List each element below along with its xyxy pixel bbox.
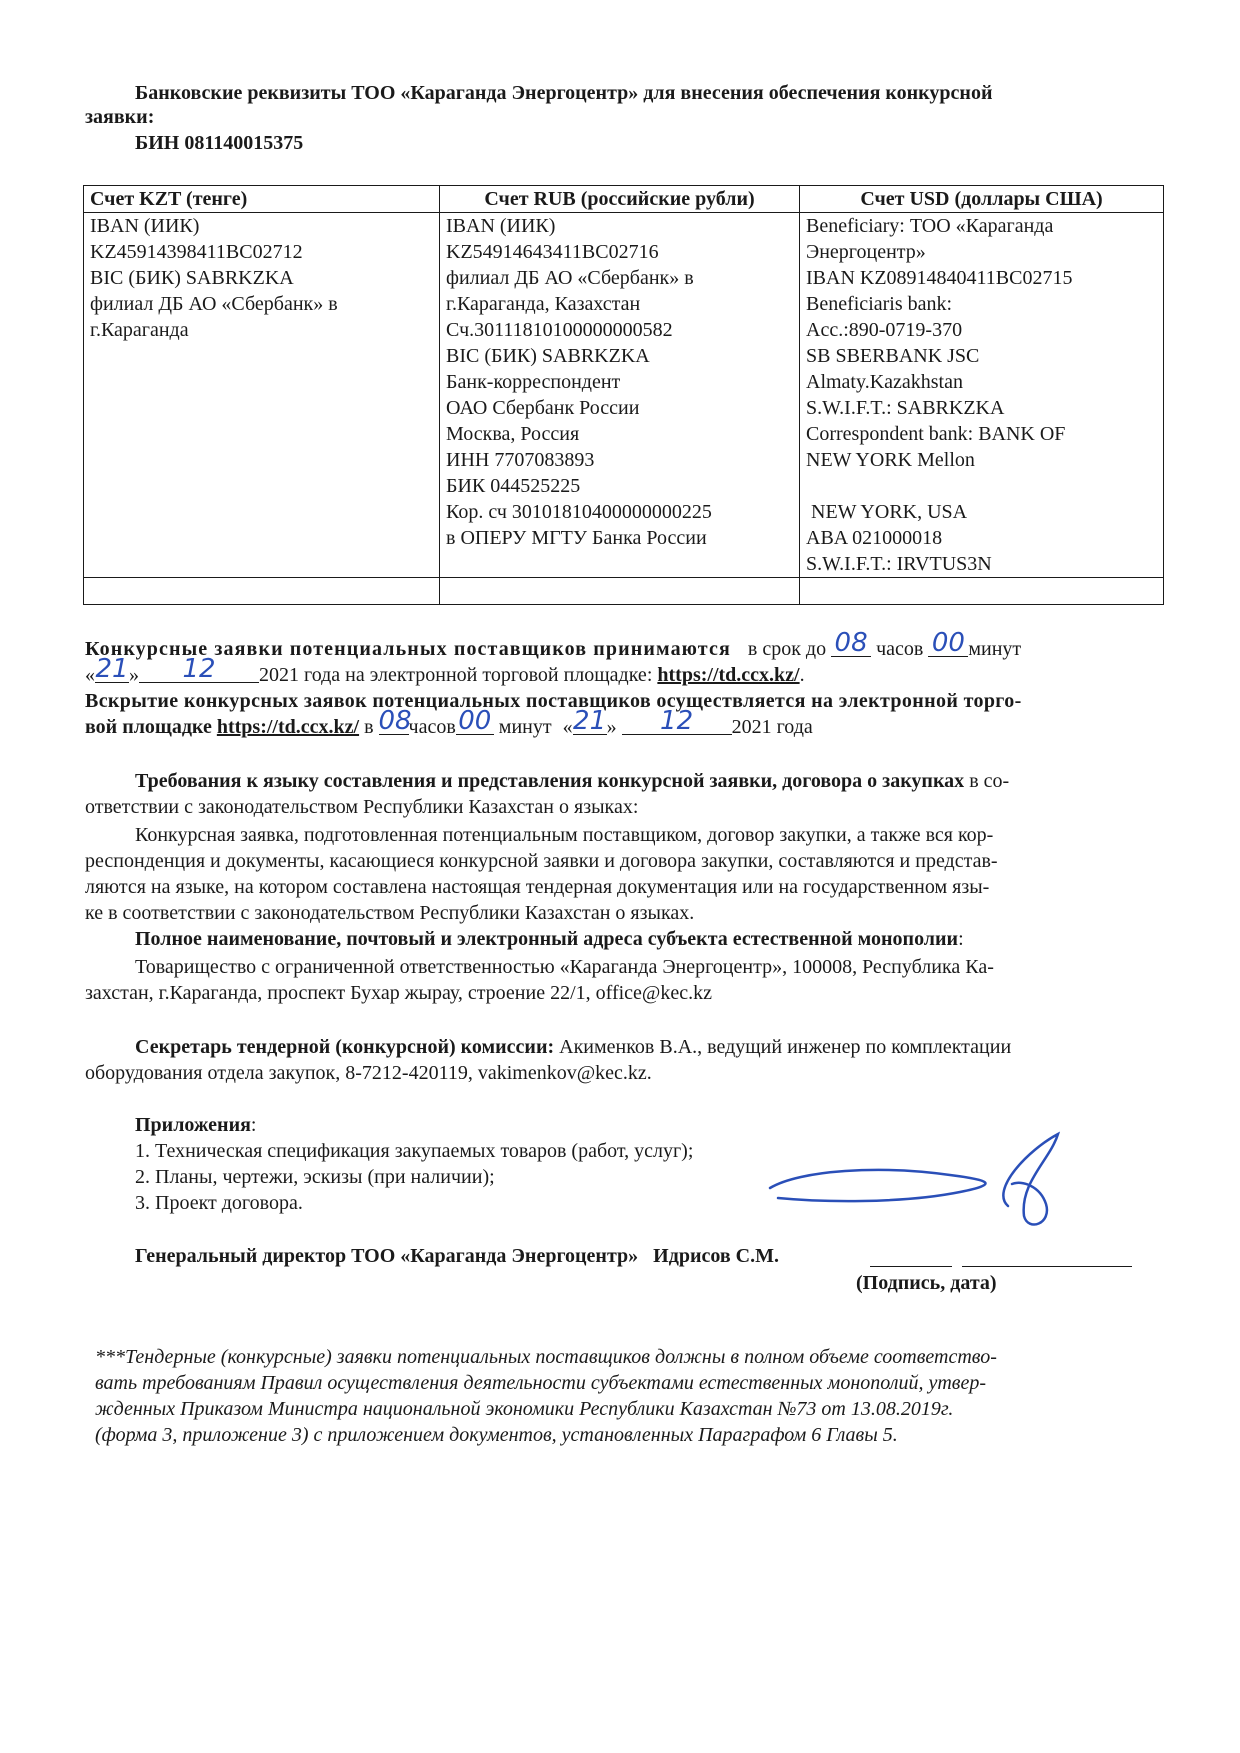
header-title-line1: Банковские реквизиты ТОО «Караганда Энергоцентр» для внесения обеспечения конкурсной	[135, 82, 993, 104]
deadline-minutes-field	[928, 628, 968, 658]
footnote-line4: (форма 3, приложение 3) с приложением документов, установленных Параграфом 6 Главы 5.	[95, 1424, 898, 1446]
rub-line: Москва, Россия	[446, 423, 580, 445]
usd-line: Энергоцентр»	[806, 241, 926, 263]
footnote-line1: ***Тендерные (конкурсные) заявки потенциальных поставщиков должны в полном объеме соответство-	[95, 1346, 997, 1368]
usd-line: S.W.I.F.T.: IRVTUS3N	[806, 553, 992, 575]
deadline-bold: Конкурсные заявки потенциальных поставщиков принимаются	[85, 638, 731, 660]
table-header-rub: Счет RUB (российские рубли)	[440, 186, 800, 213]
deadline-minutes-handwritten: 00	[931, 628, 965, 658]
empty-cell	[84, 578, 440, 605]
opening-month-handwritten: 12	[660, 706, 694, 736]
rub-line: ОАО Сбербанк России	[446, 397, 640, 419]
rub-line: г.Караганда, Казахстан	[446, 293, 641, 315]
opening-day-field	[573, 706, 607, 736]
secretary-line1	[135, 1034, 1011, 1060]
handwritten-signature	[760, 1120, 1100, 1240]
opening-year-text: 2021 года	[731, 716, 813, 738]
usd-line: IBAN KZ08914840411BC02715	[806, 267, 1073, 289]
rub-line: BIC (БИК) SABRKZKA	[446, 345, 650, 367]
period: .	[799, 664, 805, 686]
language-line4: респонденция и документы, касающиеся конкурсной заявки и договора закупки, составляются и представ-	[85, 850, 998, 872]
deadline-hours-handwritten: 08	[834, 628, 868, 658]
usd-line: NEW YORK, USA	[806, 501, 968, 523]
usd-line: ABA 021000018	[806, 527, 943, 549]
empty-cell	[800, 578, 1164, 605]
deadline-text: в срок до	[747, 638, 827, 660]
deadline-year-text: 2021 года на электронной торговой площадке:	[259, 664, 653, 686]
address-line1	[135, 926, 964, 952]
kzt-line: BIC (БИК) SABRKZKA	[90, 267, 294, 289]
secretary-text: Акименков В.А., ведущий инженер по комплектации	[559, 1036, 1012, 1058]
opening-minutes-handwritten: 00	[458, 706, 492, 736]
opening-hours-handwritten: 08	[378, 706, 412, 736]
kzt-line: IBAN (ИИК)	[90, 215, 200, 237]
rub-line: IBAN (ИИК)	[446, 215, 556, 237]
rub-line: Банк-корреспондент	[446, 371, 621, 393]
deadline-minutes-word: минут	[968, 638, 1022, 660]
deadline-hours-field	[831, 628, 871, 658]
deadline-link[interactable]: https://td.ccx.kz/	[657, 664, 800, 686]
deadline-day-handwritten: 21	[95, 654, 129, 684]
opening-line1: Вскрытие конкурсных заявок потенциальных поставщиков осуществляется на электронной торго-	[85, 690, 1022, 712]
table-row-empty	[84, 578, 1164, 605]
usd-line: Acc.:890-0719-370	[806, 319, 963, 341]
quote-open: «	[85, 664, 95, 686]
attachments-title-text: Приложения	[135, 1114, 251, 1136]
table-row	[84, 213, 1164, 578]
opening-bold: вой площадке	[85, 716, 212, 738]
table-header-usd: Счет USD (доллары США)	[800, 186, 1164, 213]
attachment-item: 1. Техническая спецификация закупаемых товаров (работ, услуг);	[135, 1140, 694, 1162]
usd-line: Almaty.Kazakhstan	[806, 371, 963, 393]
rub-line: Кор. сч 30101810400000000225	[446, 501, 712, 523]
kzt-account-cell	[84, 213, 440, 578]
footnote-line3: жденных Приказом Министра национальной экономики Республики Казахстан №73 от 13.08.2019г.	[95, 1398, 954, 1420]
usd-line: Correspondent bank: BANK OF	[806, 423, 1066, 445]
deadline-hours-word: часов	[876, 638, 924, 660]
deadline-line1	[85, 628, 1165, 662]
opening-month-field	[622, 706, 732, 736]
attachment-item: 2. Планы, чертежи, эскизы (при наличии);	[135, 1166, 495, 1188]
rub-line: БИК 044525225	[446, 475, 581, 497]
language-line1	[135, 768, 1165, 794]
language-bold: Требования к языку составления и представления конкурсной заявки, договора о закупках	[135, 770, 965, 792]
attachment-item: 3. Проект договора.	[135, 1192, 303, 1214]
attachments-title	[135, 1112, 256, 1138]
signature-underline	[870, 1266, 952, 1267]
header-bin: БИН 081140015375	[135, 132, 304, 154]
opening-line2	[85, 706, 1165, 740]
usd-line: Beneficiary: ТОО «Караганда	[806, 215, 1054, 237]
quote-open: «	[562, 716, 573, 738]
table-header-row	[84, 186, 1164, 213]
rub-line: Сч.30111810100000000582	[446, 319, 673, 341]
opening-link[interactable]: https://td.ccx.kz/	[216, 716, 360, 738]
opening-hours-field	[378, 706, 412, 736]
rub-line: ИНН 7707083893	[446, 449, 595, 471]
kzt-line: г.Караганда	[90, 319, 189, 341]
colon: :	[958, 928, 964, 950]
usd-line-empty	[806, 473, 1157, 499]
table-header-kzt: Счет KZT (тенге)	[84, 186, 440, 213]
quote-close: »	[606, 716, 617, 738]
secretary-bold: Секретарь тендерной (конкурсной) комиссии:	[135, 1036, 555, 1058]
usd-line: Beneficiaris bank:	[806, 293, 953, 315]
rub-line: в ОПЕРУ МГТУ Банка России	[446, 527, 707, 549]
signature-caption: (Подпись, дата)	[856, 1272, 997, 1294]
usd-account-cell	[800, 213, 1164, 578]
deadline-month-handwritten: 12	[182, 654, 216, 684]
header-title-line2: заявки:	[85, 106, 155, 128]
opening-hours-word: часов	[408, 716, 456, 738]
usd-line: NEW YORK Mellon	[806, 449, 975, 471]
language-line2: ответствии с законодательством Республики Казахстан о языках:	[85, 796, 639, 818]
kzt-line: KZ45914398411BC02712	[90, 241, 303, 263]
footnote-line2: вать требованиям Правил осуществления деятельности субъектами естественных монополий, утвер-	[95, 1372, 986, 1394]
language-line3: Конкурсная заявка, подготовленная потенциальным поставщиком, договор закупки, а также вся кор-	[135, 824, 994, 846]
address-bold: Полное наименование, почтовый и электронный адреса субъекта естественной монополии	[135, 928, 959, 950]
rub-line: KZ54914643411BC02716	[446, 241, 659, 263]
quote-close: »	[129, 664, 139, 686]
usd-line: S.W.I.F.T.: SABRKZKA	[806, 397, 1005, 419]
address-line3: захстан, г.Караганда, проспект Бухар жырау, строение 22/1, office@kec.kz	[85, 982, 712, 1004]
director-signature-text: Генеральный директор ТОО «Караганда Энергоцентр» Идрисов С.М.	[135, 1245, 779, 1267]
bank-details-table	[83, 185, 1164, 605]
opening-in: в	[364, 716, 374, 738]
address-line2: Товарищество с ограниченной ответственностью «Караганда Энергоцентр», 100008, Республика Ка-	[135, 956, 994, 978]
deadline-month-field	[139, 654, 259, 684]
deadline-day-field	[95, 654, 129, 684]
colon: :	[250, 1114, 257, 1136]
opening-minutes-field	[456, 706, 494, 736]
secretary-line2: оборудования отдела закупок, 8-7212-420119, vakimenkov@kec.kz.	[85, 1062, 652, 1084]
opening-day-handwritten: 21	[573, 706, 607, 736]
rub-line: филиал ДБ АО «Сбербанк» в	[446, 267, 694, 289]
language-line5: ляются на языке, на котором составлена настоящая тендерная документация или на государственном язы-	[85, 876, 990, 898]
usd-line: SB SBERBANK JSC	[806, 345, 980, 367]
deadline-line2	[85, 654, 1165, 688]
language-text: в со-	[969, 770, 1010, 792]
language-line6: ке в соответствии с законодательством Республики Казахстан о языках.	[85, 902, 695, 924]
kzt-line: филиал ДБ АО «Сбербанк» в	[90, 293, 338, 315]
date-underline	[962, 1266, 1132, 1267]
empty-cell	[440, 578, 800, 605]
rub-account-cell	[440, 213, 800, 578]
opening-minutes-word: минут	[498, 716, 552, 738]
